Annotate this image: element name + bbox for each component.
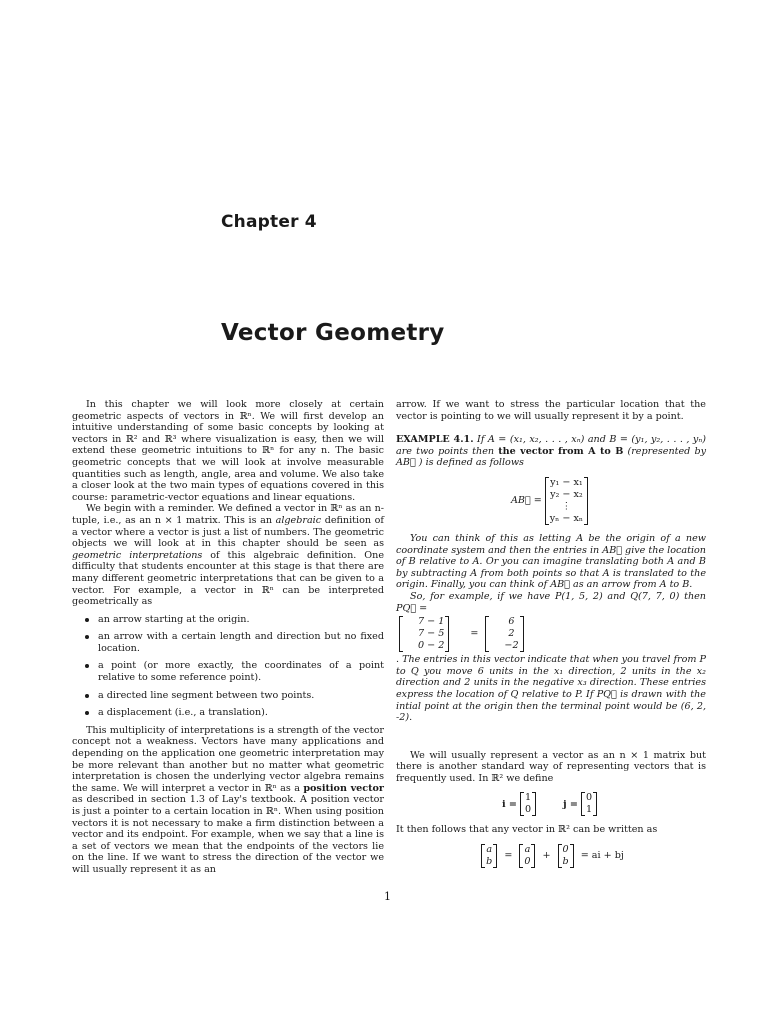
position-vector-paragraph: This multiplicity of interpretations is a strength of the vector concept not a weakness. Vectors have many applications and depending on the application one geometric interpretation may be more relevant than another but no matter what geometric interpretation is chosen the underlying vector algebra remains the same. We will interpret a vector in ℝⁿ as a position vector as described in section 1.3 of Lay's textbook. A position vector is just a pointer to a certain location in ℝⁿ. When using position vectors it is not necessary to make a firm distinction between a vector and its endpoint. For example, when we say that a line is a set of vectors we mean that the endpoints of the vectors lie on the line. If we want to stress the direction of the vector we will usually represent it as an (72, 724, 384, 875)
interpretation-paragraph: You can think of this as letting A be the origin of a new coordinate system and then the entries in AB⃗ give the location of B relative to A. Or you can imagine translating both A and B by subtracting A from both points so that A is translated to the origin. Finally, you can think of AB⃗ as an arrow from A to B. (396, 532, 706, 591)
j-matrix: 0 1 (581, 792, 597, 816)
ab-definition: AB⃗ = y₁ − x₁ y₂ − x₂ ⋮ yₙ − xₙ (396, 477, 706, 525)
b-vector: 0 b (558, 844, 574, 868)
ab-vector: a b (481, 844, 497, 868)
intro-paragraph: In this chapter we will look more closely at certain geometric aspects of vectors in ℝⁿ. We will first develop an intuitive understanding of some basic concepts by looking at vectors in ℝ² and ℝ³ where visualization is easy, then we will extend these geometric intuitions to ℝⁿ for any n. The basic geometric concepts that we will look at involve measurable quantities such as length, angle, area and volume. We also take a closer look at the two main types of equations covered in this course: parametric-vector equations and linear equations. (72, 399, 384, 503)
unit-vector-paragraph: We will usually represent a vector as an n × 1 matrix but there is another standard way of representing vectors that is frequently used. In ℝ² we define (396, 749, 706, 784)
follows-paragraph: It then follows that any vector in ℝ² can be written as (396, 824, 658, 836)
chapter-label: Chapter 4 (221, 212, 317, 232)
reminder-paragraph: We begin with a reminder. We defined a vector in ℝⁿ as an n-tuple, i.e., as an n × 1 matrix. This is an algebraic definition of a vector where a vector is just a list of numbers. The geometric objects we will look at in this chapter should be seen as geometric interpretations of this algebraic definition. One difficulty that students encounter at this stage is that there are many different geometric interpretations that can be given to a vector. For example, a vector in ℝⁿ can be interpreted geometrically as (72, 503, 384, 608)
pq-example: So, for example, if we have P(1, 5, 2) and Q(7, 7, 0) then PQ⃗ = 7 − 1 7 − 5 0 − 2 = 6 2 −2 . The entries in this vector indicate that when you travel from P to Q you move 6 units in the x₁ direction, 2 units in the x₂ direction and 2 units in the negative x₃ direction. These entries express the location of Q relative to P. If PQ⃗ is drawn with the intial point at the origin then the terminal point would be (6, 2, -2). (396, 590, 706, 724)
pq-difference-matrix: 7 − 1 7 − 5 0 − 2 (399, 616, 449, 652)
list-item: a displacement (i.e., a translation). (72, 707, 384, 719)
list-item: a point (or more exactly, the coordinates of a point relative to some reference point). (72, 660, 384, 683)
unit-vectors: i = 1 0 j = 0 1 (396, 792, 706, 816)
interpretation-list (72, 614, 384, 719)
list-item: an arrow with a certain length and direction but no fixed location. (72, 631, 384, 654)
a-vector: a 0 (519, 844, 535, 868)
chapter-title: Vector Geometry (221, 320, 445, 346)
page-number: 1 (384, 890, 391, 903)
right-column (396, 399, 706, 876)
pq-result-matrix: 6 2 −2 (485, 616, 523, 652)
list-item: an arrow starting at the origin. (72, 614, 384, 626)
i-matrix: 1 0 (520, 792, 536, 816)
continued-paragraph: arrow. If we want to stress the particular location that the vector is pointing to we will usually represent it by a point. (396, 399, 706, 422)
example-4-1: EXAMPLE 4.1. If A = (x₁, x₂, . . . , xₙ) and B = (y₁, y₂, . . . , yₙ) are two points then the vector from A to B (represented by AB⃗ ) is defined as follows (396, 434, 707, 469)
decomposition-equation: a b = a 0 + 0 b = ai + bj (396, 844, 706, 868)
ab-matrix: y₁ − x₁ y₂ − x₂ ⋮ yₙ − xₙ (545, 477, 588, 525)
list-item: a directed line segment between two points. (72, 690, 384, 702)
left-column (72, 399, 384, 876)
